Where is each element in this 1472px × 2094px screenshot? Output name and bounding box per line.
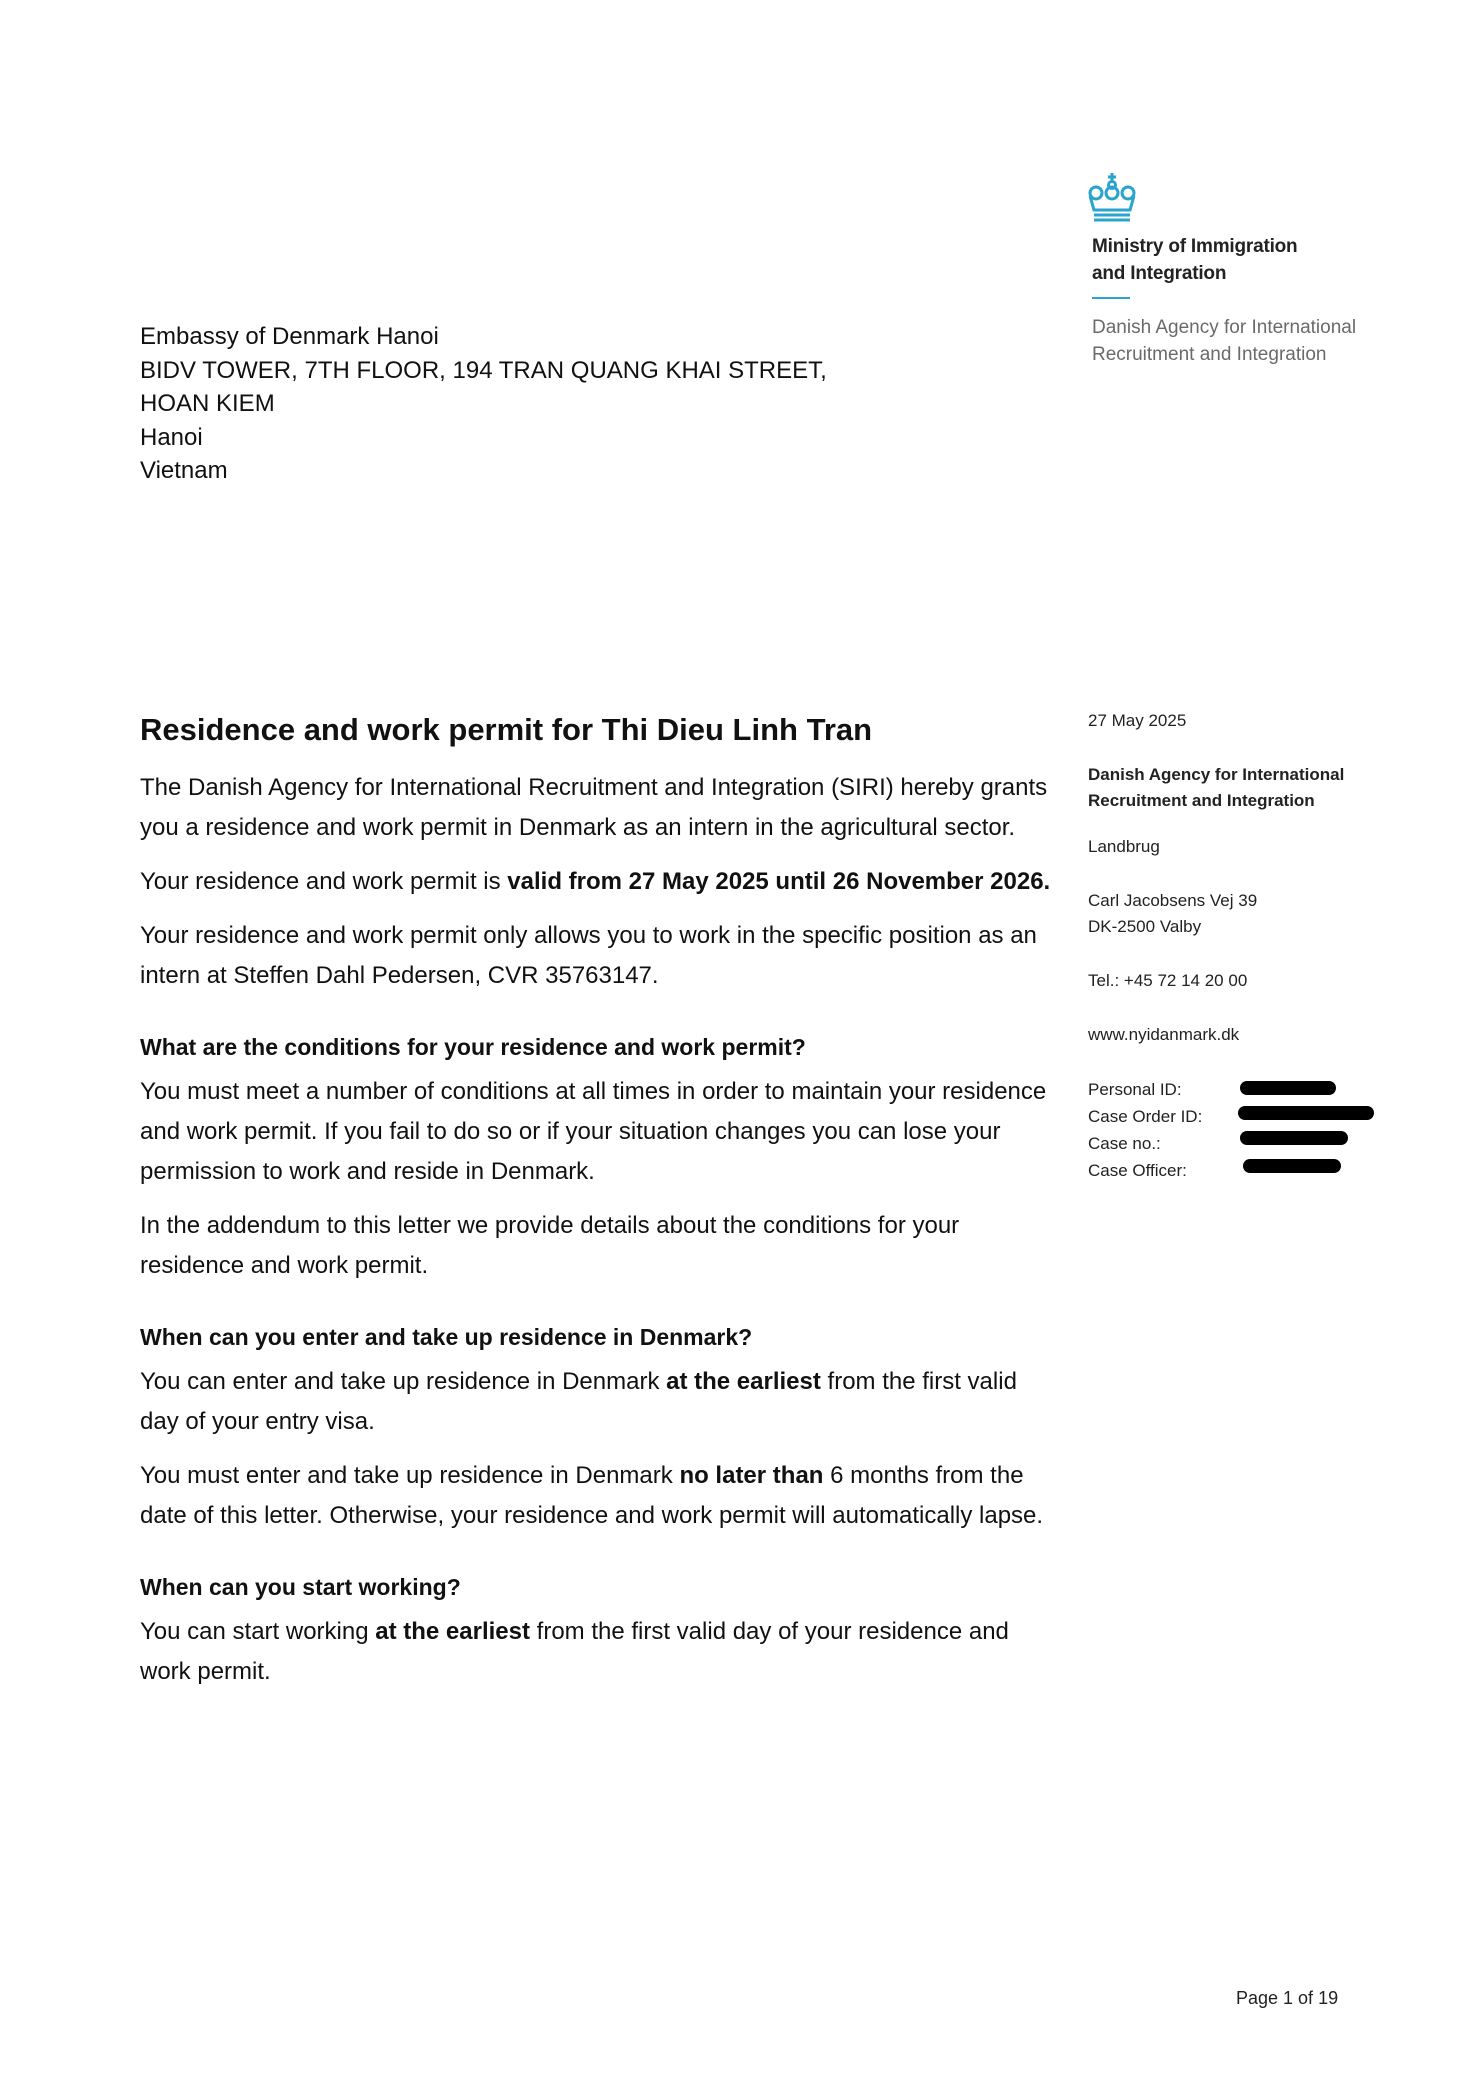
case-ids [1088,1076,1388,1184]
case-no-label: Case no.: [1088,1134,1161,1153]
address-line: BIDV TOWER, 7TH FLOOR, 194 TRAN QUANG KHAI STREET, [140,356,827,384]
telephone: Tel.: +45 72 14 20 00 [1088,971,1248,990]
redaction-mark [1238,1106,1374,1120]
work-heading: When can you start working? [140,1574,461,1600]
ministry-divider [1092,297,1130,299]
addendum-paragraph: In the addendum to this letter we provide details about the conditions for your residence and work permit. [140,1212,960,1279]
sender-sidebar [1088,708,1388,1184]
validity-paragraph: Your residence and work permit is valid from 27 May 2025 until 26 November 2026. [140,868,1051,895]
address-line: Embassy of Denmark Hanoi [140,323,439,350]
address-line: HOAN KIEM [140,390,275,417]
ministry-name: Ministry of Immigration and Integration [1092,236,1298,284]
enter-latest-paragraph: You must enter and take up residence in Denmark no later than 6 months from the date of this letter. Otherwise, your residence and work permit will automatically lapse. [140,1462,1044,1529]
personal-id-label: Personal ID: [1088,1080,1182,1099]
case-order-id-label: Case Order ID: [1088,1107,1203,1126]
sidebar-agency: Danish Agency for International Recruitment and Integration [1088,765,1345,810]
recipient-address [140,320,827,488]
work-paragraph: You can start working at the earliest from the first valid day of your residence and work permit. [140,1618,1009,1685]
redaction-mark [1240,1081,1336,1095]
page-number: Page 1 of 19 [1236,1988,1339,2008]
letter-date: 27 May 2025 [1088,711,1187,730]
address-line: Vietnam [140,457,228,484]
conditions-heading: What are the conditions for your residence and work permit? [140,1034,806,1060]
letter-title: Residence and work permit for Thi Dieu Linh Tran [140,712,873,747]
enter-earliest-paragraph: You can enter and take up residence in Denmark at the earliest from the first valid day of your entry visa. [140,1368,1017,1435]
intro-paragraph: The Danish Agency for International Recruitment and Integration (SIRI) hereby grants you a residence and work permit in Denmark as an intern in the agricultural sector. [140,774,1048,841]
department: Landbrug [1088,837,1160,856]
address-line: Hanoi [140,423,203,451]
crown-logo-icon [1084,172,1140,222]
letter-body [140,710,1060,1706]
website-link[interactable]: www.nyidanmark.dk [1088,1025,1240,1044]
redaction-mark [1243,1159,1341,1173]
position-paragraph: Your residence and work permit only allows you to work in the specific position as an intern at Steffen Dahl Pedersen, CVR 35763147. [140,922,1037,989]
agency-name: Danish Agency for International Recruitment and Integration [1092,317,1357,365]
case-officer-label: Case Officer: [1088,1161,1187,1180]
street-address: Carl Jacobsens Vej 39 DK-2500 Valby [1088,891,1258,936]
conditions-paragraph: You must meet a number of conditions at all times in order to maintain your residence and work permit. If you fail to do so or if your situation changes you can lose your permission to work and reside in Denmark. [140,1078,1047,1185]
redaction-mark [1240,1131,1348,1145]
enter-heading: When can you enter and take up residence in Denmark? [140,1324,753,1350]
